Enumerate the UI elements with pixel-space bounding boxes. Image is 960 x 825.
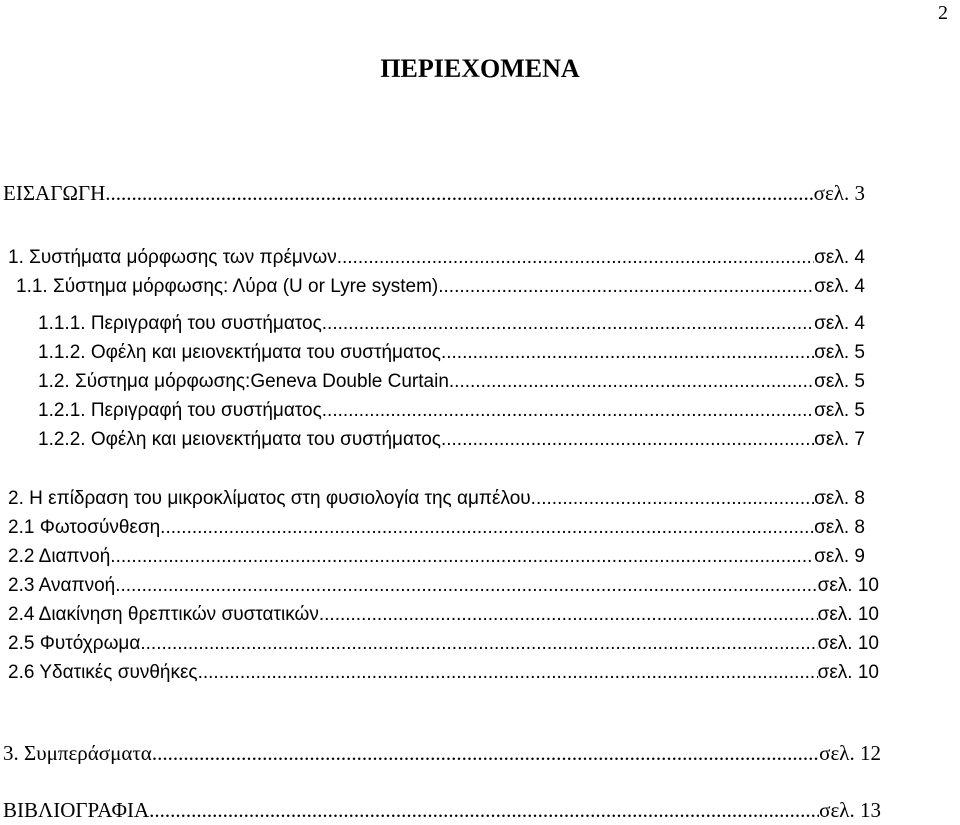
toc-page: σελ. 4 [814,314,865,333]
toc-leader [115,576,817,595]
toc-page: σελ. 10 [817,634,879,653]
toc-label: 2.4 Διακίνηση θρεπτικών συστατικών [8,605,319,624]
toc-leader [198,663,818,682]
toc-entry-introduction[interactable] [3,183,865,204]
toc-page: σελ. 5 [814,401,865,420]
toc-page: σελ. 12 [819,743,881,764]
toc-page: σελ. 9 [814,547,865,566]
toc-leader [110,547,814,566]
toc-page: σελ. 5 [814,343,865,362]
toc-leader [531,489,815,508]
toc-leader [449,372,814,391]
toc-entry-2[interactable] [8,489,865,508]
toc-leader [160,518,814,537]
toc-entry-bibliography[interactable] [3,800,881,821]
page-number: 2 [938,2,948,24]
toc-label: 2.6 Υδατικές συνθήκες [8,663,198,682]
toc-entry-1[interactable] [8,248,865,267]
toc-leader [322,401,814,420]
toc-entry-2-5[interactable] [8,634,879,653]
toc-label: 1.1.2. Οφέλη και μειονεκτήματα του συστήματος [38,343,441,362]
toc-entry-1-1-2[interactable] [38,343,865,362]
toc-label: 2.3 Αναπνοή [8,576,116,595]
toc-page: σελ. 4 [814,248,865,267]
page-title: ΠΕΡΙΕΧΟΜΕΝΑ [380,54,580,83]
toc-entry-1-1[interactable] [16,277,865,296]
toc-label: 1.2.1. Περιγραφή του συστήματος [38,401,322,420]
toc-label: 2.1 Φωτοσύνθεση [8,518,161,537]
toc-entry-2-2[interactable] [8,547,865,566]
toc-label: 2.5 Φυτόχρωμα [8,634,141,653]
toc-label: 1. Συστήματα μόρφωσης των πρέμνων [8,248,337,267]
toc-page: σελ. 8 [814,518,865,537]
toc-label: 1.1. Σύστημα μόρφωσης: Λύρα (U or Lyre system) [16,277,439,296]
toc-entry-2-1[interactable] [8,518,865,537]
toc-leader [441,430,814,449]
toc-page: σελ. 3 [813,183,865,204]
toc-label: 1.2.2. Οφέλη και μειονεκτήματα του συστήματος [38,430,441,449]
toc-page: σελ. 10 [817,576,879,595]
toc-leader [140,634,817,653]
toc-page: σελ. 4 [814,277,865,296]
toc-page: σελ. 13 [819,800,881,821]
toc-leader [149,800,819,821]
toc-entry-3[interactable] [3,743,881,764]
toc-label: ΒΙΒΛΙΟΓΡΑΦΙΑ [3,800,150,821]
toc-page: σελ. 8 [814,489,865,508]
toc-entry-2-6[interactable] [8,663,879,682]
toc-page: σελ. 5 [814,372,865,391]
toc-label: 1.1.1. Περιγραφή του συστήματος [38,314,322,333]
toc-leader [322,314,814,333]
toc-leader [105,183,813,204]
toc-leader [438,277,814,296]
toc-entry-1-2[interactable] [38,372,865,391]
toc-leader [319,605,818,624]
toc-entry-1-2-1[interactable] [38,401,865,420]
toc-entry-2-4[interactable] [8,605,879,624]
toc-label: 1.2. Σύστημα μόρφωσης:Geneva Double Curtain [38,372,449,391]
toc-page: σελ. 7 [814,430,865,449]
toc-leader [441,343,814,362]
toc-label: 3. Συμπεράσματα [3,743,152,764]
toc-page: σελ. 10 [817,663,879,682]
toc-entry-1-1-1[interactable] [38,314,865,333]
toc-entry-2-3[interactable] [8,576,879,595]
toc-leader [337,248,814,267]
toc-entry-1-2-2[interactable] [38,430,865,449]
toc-page: σελ. 10 [817,605,879,624]
toc-label: 2.2 Διαπνοή [8,547,111,566]
toc-label: 2. Η επίδραση του μικροκλίματος στη φυσιολογία της αμπέλου [8,489,531,508]
toc-leader [152,743,819,764]
toc-label: ΕΙΣΑΓΩΓΗ [3,183,106,204]
